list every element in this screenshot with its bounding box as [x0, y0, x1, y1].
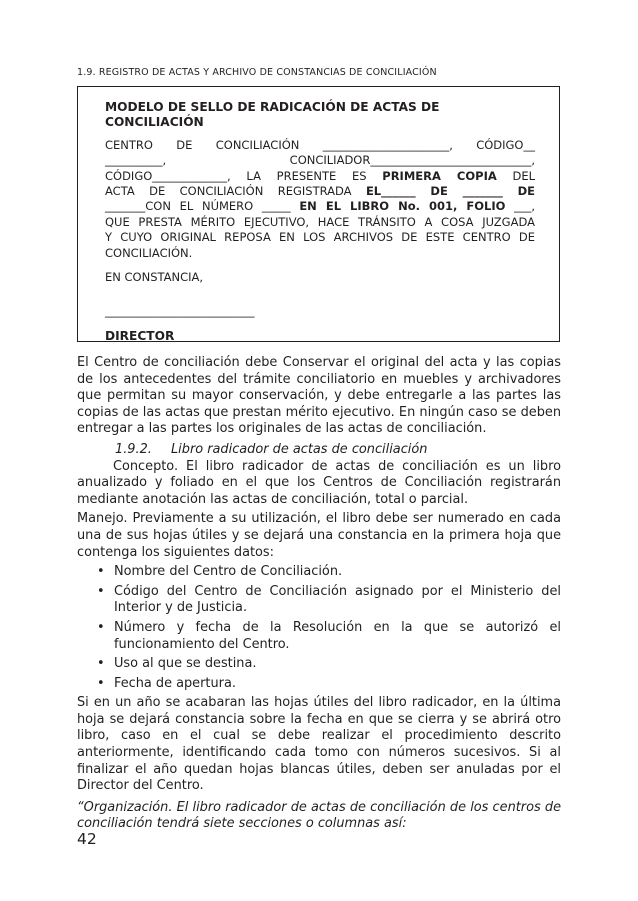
signature-line: __________________________: [105, 304, 255, 319]
seal-date-fields: EL______ DE _______ DE: [365, 184, 535, 199]
bullet-icon: •: [97, 675, 105, 691]
bullet-icon: •: [97, 619, 105, 635]
bullet-icon: •: [97, 564, 105, 580]
seal-line-7: Y CUYO ORIGINAL REPOSA EN LOS ARCHIVOS DE ESTE CENTRO DE CONCILIACIÓN.: [105, 230, 535, 260]
seal-director: DIRECTOR: [105, 328, 175, 343]
seal-line-5-end: ___,: [505, 199, 536, 214]
subsection-heading: [77, 442, 561, 459]
paragraph-conservation: El Centro de conciliación debe Conservar el original del acta y las copias de los antecedentes del trámite conciliatorio en muebles y archivadores que permitan su mayor conservación, y debe entregarle a las partes las copias de las actas que prestan mérito ejecutivo. En ningún caso se deben entregar a las partes los originales de las actas de conciliación.: [77, 355, 561, 437]
bullet-icon: •: [97, 583, 105, 599]
seal-line-4-text: ACTA DE CONCILIACIÓN REGISTRADA: [105, 184, 366, 199]
seal-constancia: EN CONSTANCIA,: [105, 270, 204, 285]
seal-book-folio: EN EL LIBRO No. 001, FOLIO: [299, 199, 506, 214]
subsection-number: 1.9.2.: [115, 441, 152, 457]
list-item-text: Código del Centro de Conciliación asignado por el Ministerio del Interior y de Justicia.: [114, 583, 561, 616]
list-item: [77, 620, 561, 653]
list-item: [77, 584, 561, 617]
paragraph-concepto: Concepto. El libro radicador de actas de conciliación es un libro anualizado y foliado en el que los Centros de Conciliación registrarán mediante anotación las actas de conciliación, total o parcial.: [77, 458, 561, 507]
subsection-title: Libro radicador de actas de conciliación: [171, 441, 428, 457]
paragraph-year-end: Si en un año se acabaran las hojas útiles del libro radicador, en la última hoja se dejará constancia sobre la fecha en que se cierra y se abrirá otro libro, caso en el cual se debe realizar el procedimiento descrito anteriormente, identificando cada tomo con números sucesivos. Si al finalizar el año quedan hojas blancas útiles, deben ser anuladas por el Director del Centro.: [77, 695, 561, 794]
list-item-text: Fecha de apertura.: [114, 675, 236, 691]
seal-model-box: [77, 86, 560, 342]
seal-line-1: CENTRO DE CONCILIACIÓN ______________________, CÓDIGO__: [105, 137, 535, 152]
list-item-text: Nombre del Centro de Conciliación.: [114, 564, 343, 580]
bullet-icon: •: [97, 656, 105, 672]
seal-line-5-text: _______CON EL NÚMERO _____: [105, 199, 300, 214]
paragraph-manejo: Manejo. Previamente a su utilización, el libro debe ser numerado en cada una de sus hojas útiles y se dejará una constancia en la primera hoja que contenga los siguientes datos:: [77, 511, 561, 560]
page-number: 42: [77, 830, 97, 848]
seal-line-3: [105, 169, 535, 184]
seal-title: MODELO DE SELLO DE RADICACIÓN DE ACTAS DE CONCILIACIÓN: [105, 100, 440, 130]
list-item-text: Uso al que se destina.: [114, 656, 257, 672]
list-item: [77, 676, 561, 693]
page-body: [77, 355, 561, 833]
data-list: [77, 564, 561, 692]
seal-first-copy: PRIMERA COPIA: [382, 168, 497, 183]
list-item: [77, 564, 561, 581]
paragraph-organizacion: “Organización. El libro radicador de actas de conciliación de los centros de conciliación tendrá siete secciones o columnas así:: [77, 799, 561, 832]
list-item: [77, 656, 561, 673]
running-header: 1.9. REGISTRO DE ACTAS Y ARCHIVO DE CONSTANCIAS DE CONCILIACIÓN: [77, 67, 437, 78]
seal-line-3-text: CÓDIGO_____________, LA PRESENTE ES: [105, 168, 383, 183]
seal-line-4: [105, 184, 535, 199]
seal-line-2: __________, CONCILIADOR____________________________,: [105, 153, 535, 168]
list-item-text: Número y fecha de la Resolución en la que se autorizó el funcionamiento del Centro.: [114, 619, 561, 652]
seal-line-5: [105, 199, 535, 214]
seal-line-3-end: DEL: [496, 168, 535, 183]
seal-line-6: QUE PRESTA MÉRITO EJECUTIVO, HACE TRÁNSITO A COSA JUZGADA: [105, 214, 535, 229]
